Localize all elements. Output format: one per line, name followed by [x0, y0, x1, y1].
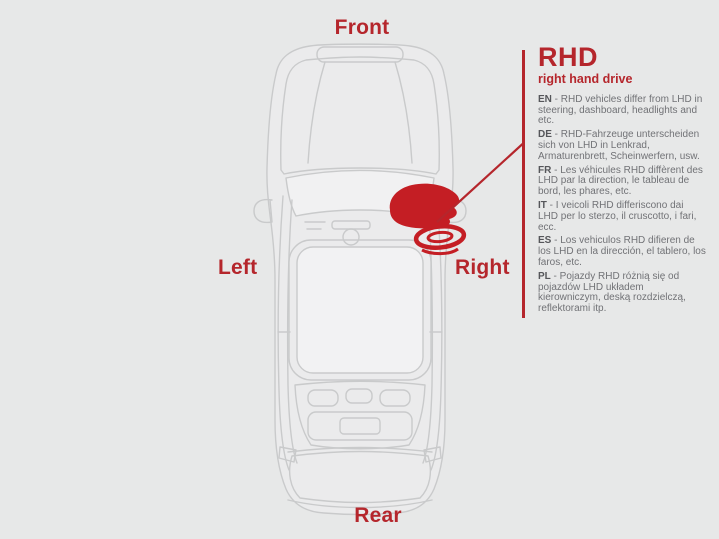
language-entry: [538, 130, 706, 162]
language-code: IT: [538, 199, 547, 211]
sunroof-panel: [297, 247, 423, 373]
language-code: EN: [538, 93, 552, 105]
language-text: - Los vehiculos RHD difieren de los LHD en la dirección, el tablero, los faros, etc.: [538, 235, 706, 268]
language-text: - RHD-Fahrzeuge unterscheiden sich von LHD in Lenkrad, Armaturenbrett, Scheinwerfern, usw.: [538, 129, 700, 162]
language-entry: [538, 272, 706, 315]
label-front: Front: [334, 16, 390, 39]
language-code: FR: [538, 164, 552, 176]
label-left: Left: [218, 256, 258, 279]
language-code: DE: [538, 129, 552, 141]
language-entries: [538, 95, 706, 315]
dashboard-marker-shape: [390, 184, 459, 229]
label-rear: Rear: [354, 504, 402, 527]
language-entry: [538, 201, 706, 233]
language-code: ES: [538, 235, 552, 247]
label-right: Right: [455, 256, 510, 279]
language-entry: [538, 166, 706, 198]
panel-subtitle: right hand drive: [538, 72, 633, 86]
language-entry: [538, 95, 706, 127]
language-entry: [538, 236, 706, 268]
panel-divider-line: [522, 50, 525, 318]
panel-title: RHD: [538, 42, 598, 72]
language-text: - I veicoli RHD differiscono dai LHD per lo sterzo, il cruscotto, i fari, ecc.: [538, 199, 697, 233]
car-top-view-illustration: [254, 44, 466, 514]
language-code: PL: [538, 270, 551, 282]
language-text: - Pojazdy RHD różnią się od pojazdów LHD układem kierowniczym, deską rozdzielczą, reflektorami itp.: [538, 270, 686, 315]
rhd-info-panel: [538, 44, 706, 318]
language-text: - Les véhicules RHD diffèrent des LHD par la direction, le tableau de bord, les phares, etc.: [538, 164, 703, 198]
language-text: - RHD vehicles differ from LHD in steering, dashboard, headlights and etc.: [538, 93, 703, 127]
